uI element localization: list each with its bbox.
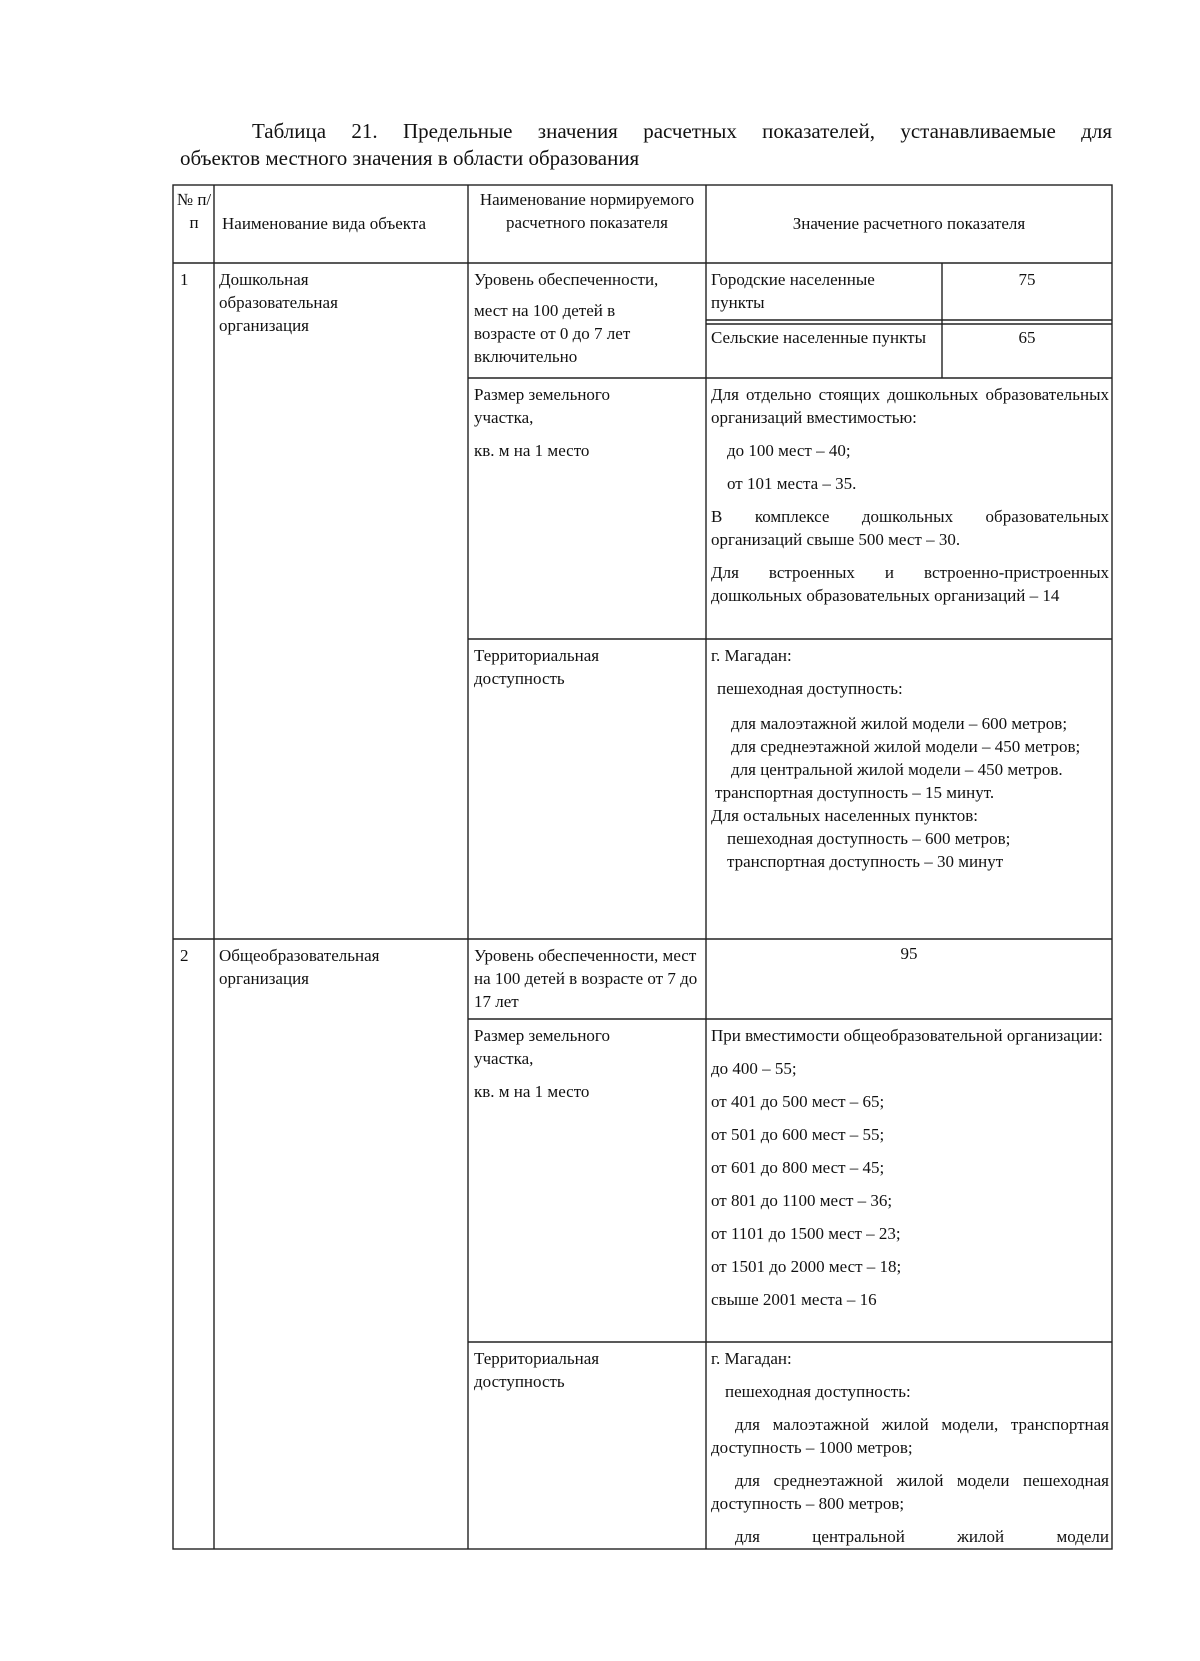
- row-1-rural-label: Сельские населенные пункты: [711, 328, 926, 347]
- row-2-access-line-4: для среднеэтажной жилой модели пешеходная доступность – 800 метров;: [711, 1471, 1109, 1513]
- row-2-access-line-3: для малоэтажной жилой модели, транспортная доступность – 1000 метров;: [711, 1415, 1109, 1457]
- row-1-land-line-3: от 101 места – 35.: [727, 474, 857, 493]
- row-2-access-line-2: пешеходная доступность:: [725, 1382, 911, 1401]
- row-2-land-indicator-line-b: кв. м на 1 место: [474, 1082, 590, 1101]
- row-1-access-line-7: Для остальных населенных пунктов:: [711, 806, 978, 825]
- header-object-type: Наименование вида объекта: [222, 214, 427, 233]
- row-1-access-value: [711, 644, 1109, 873]
- row-1-access-indicator: Территориальная доступность: [474, 646, 600, 688]
- row-2-level-value: 95: [900, 944, 918, 963]
- row-1-rural-value: 65: [1018, 328, 1036, 347]
- row-1-urban-value: 75: [1018, 270, 1036, 289]
- row-2-land-line-5: от 601 до 800 мест – 45;: [711, 1158, 885, 1177]
- row-1-land-value: [711, 383, 1109, 607]
- row-1-object-type: Дошкольная образовательная организация: [219, 270, 338, 335]
- row-1-access-line-2: пешеходная доступность:: [717, 679, 903, 698]
- row-1-access-line-9: транспортная доступность – 30 минут: [727, 852, 1004, 871]
- caption-line-1: Таблица 21. Предельные значения расчетных показателей, устанавливаемые для: [252, 119, 1112, 143]
- row-1-land-line-4: В комплексе дошкольных образовательных организаций свыше 500 мест – 30.: [711, 507, 1109, 549]
- row-1-land-indicator-line-b: кв. м на 1 место: [474, 441, 590, 460]
- row-2-land-line-3: от 401 до 500 мест – 65;: [711, 1092, 885, 1111]
- row-2-land-line-6: от 801 до 1100 мест – 36;: [711, 1191, 893, 1210]
- row-2-level-indicator: Уровень обеспеченности, мест на 100 детей в возрасте от 7 до 17 лет: [474, 946, 698, 1011]
- header-number: № п/п: [176, 190, 212, 232]
- row-1-access-line-3: для малоэтажной жилой модели – 600 метров;: [731, 714, 1068, 733]
- row-2-access-line-1: г. Магадан:: [711, 1349, 792, 1368]
- row-2-land-value: [711, 1024, 1109, 1311]
- row-2-land-line-9: свыше 2001 места – 16: [711, 1290, 877, 1309]
- row-1-access-line-1: г. Магадан:: [711, 646, 792, 665]
- row-2-land-line-8: от 1501 до 2000 мест – 18;: [711, 1257, 902, 1276]
- row-1-urban-label: Городские населенные пункты: [711, 270, 875, 312]
- row-1-land-line-1: Для отдельно стоящих дошкольных образовательных организаций вместимостью:: [711, 385, 1109, 427]
- row-2-access-line-5: для центральной жилой модели: [735, 1527, 1109, 1546]
- row-2-land-indicator: [474, 1024, 649, 1103]
- row-1-access-line-5: для центральной жилой модели – 450 метров.: [731, 760, 1063, 779]
- row-1-level-indicator-line-b: мест на 100 детей в возрасте от 0 до 7 лет включительно: [474, 301, 631, 366]
- row-1-land-indicator: [474, 383, 649, 462]
- row-2-land-line-2: до 400 – 55;: [711, 1059, 797, 1078]
- row-2-access-value: [711, 1347, 1109, 1548]
- row-2-land-line-7: от 1101 до 1500 мест – 23;: [711, 1224, 901, 1243]
- row-1-land-line-5: Для встроенных и встроенно-пристроенных дошкольных образовательных организаций – 14: [711, 563, 1109, 605]
- row-1-number: 1: [180, 270, 189, 289]
- row-1-land-line-2: до 100 мест – 40;: [727, 441, 851, 460]
- header-indicator-name: Наименование нормируемого расчетного показателя: [479, 190, 695, 232]
- row-2-land-line-1: При вместимости общеобразовательной организации:: [711, 1026, 1103, 1045]
- row-2-object-type: Общеобразовательная организация: [219, 946, 380, 988]
- caption-line-2: объектов местного значения в области образования: [180, 146, 640, 170]
- row-1-level-indicator: [474, 268, 704, 368]
- row-1-access-line-8: пешеходная доступность – 600 метров;: [727, 829, 1011, 848]
- row-1-level-indicator-line-a: Уровень обеспеченности,: [474, 270, 659, 289]
- header-indicator-value: Значение расчетного показателя: [792, 214, 1026, 233]
- row-1-land-indicator-line-a: Размер земельного участка,: [474, 385, 610, 427]
- row-2-number: 2: [180, 946, 189, 965]
- row-1-access-line-4: для среднеэтажной жилой модели – 450 метров;: [731, 737, 1081, 756]
- row-2-land-line-4: от 501 до 600 мест – 55;: [711, 1125, 885, 1144]
- row-2-access-indicator: Территориальная доступность: [474, 1349, 600, 1391]
- row-1-access-line-6: транспортная доступность – 15 минут.: [715, 783, 995, 802]
- row-2-land-indicator-line-a: Размер земельного участка,: [474, 1026, 610, 1068]
